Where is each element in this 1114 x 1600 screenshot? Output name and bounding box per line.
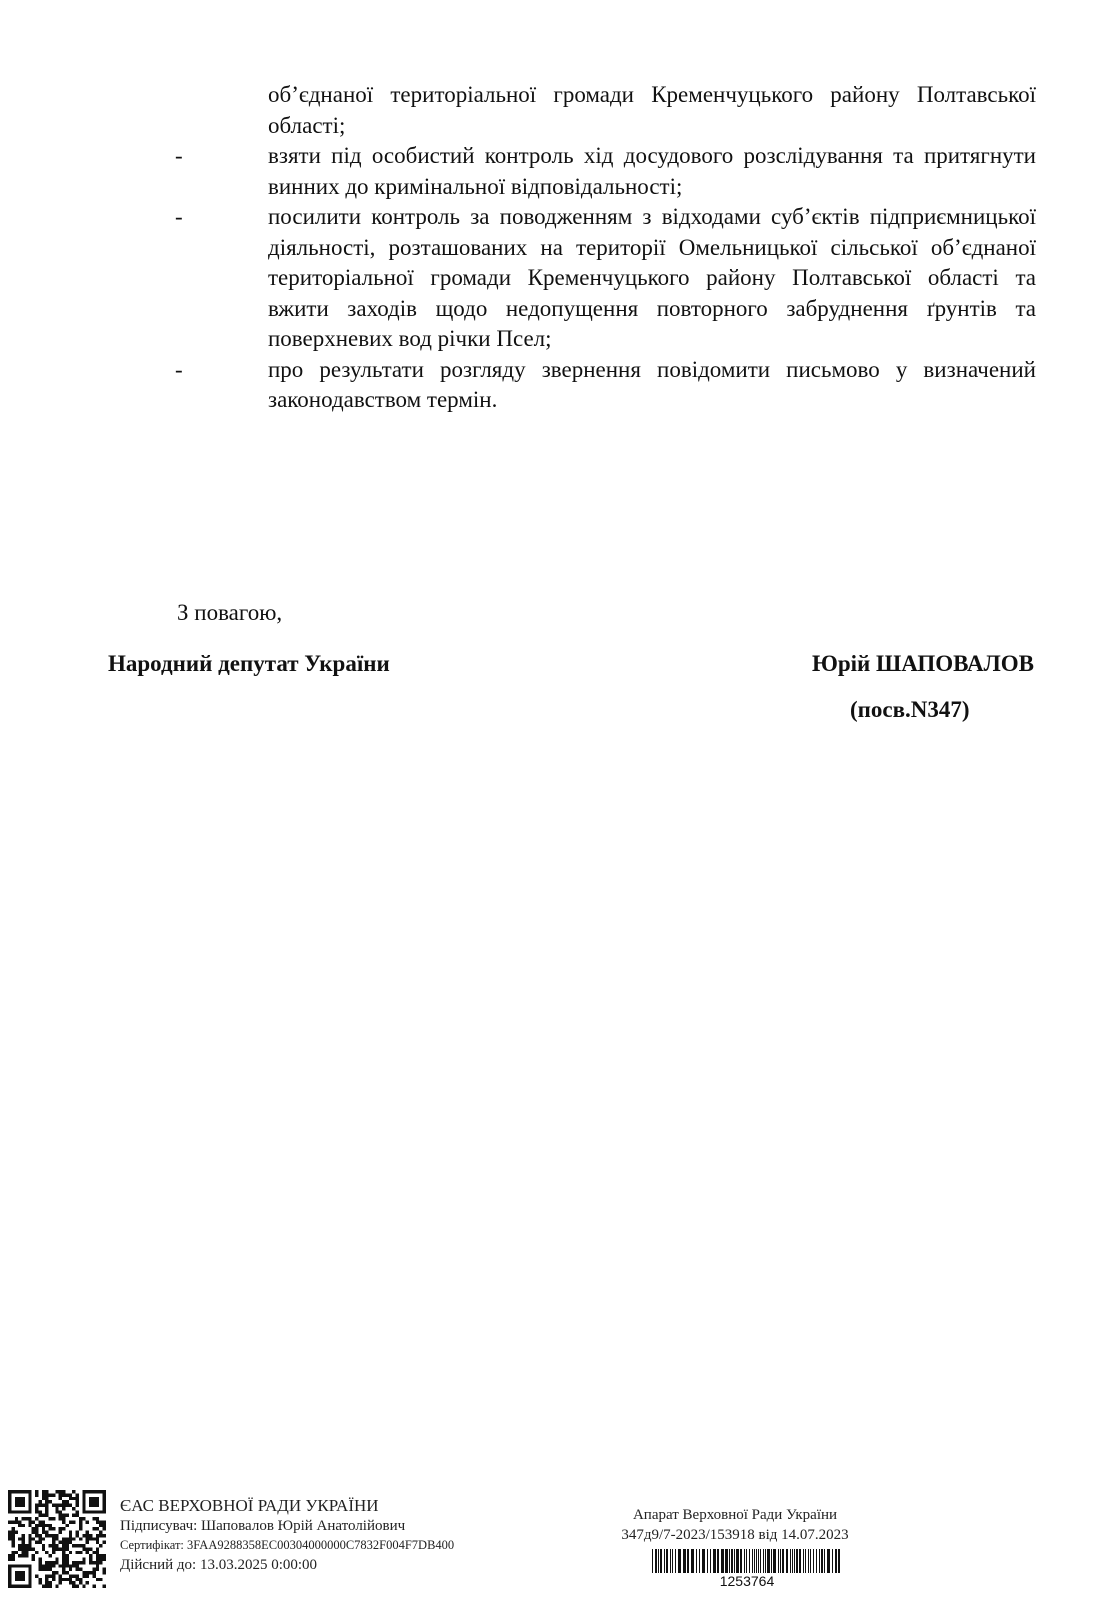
registration-block [600,1505,870,1545]
registration-office: Апарат Верховної Ради України [632,1507,838,1523]
signer-title: Народний депутат України [108,651,390,676]
list-bullet: - [175,356,183,382]
list-item-text: про результати розгляду звернення повідомити письмово у визначений законодавством термін. [268,356,1036,412]
letter-body [0,80,1114,416]
digital-signature-stamp [120,1495,454,1576]
signer-id: (посв.N347) [850,697,970,722]
closing-salutation: З повагою, [177,600,283,625]
stamp-certificate: Сертифікат: 3FAA9288358EC00304000000C7832F004F7DB400 [120,1538,455,1552]
list-bullet: - [175,143,183,168]
list-item [0,355,1036,416]
stamp-valid-until: Дійсний до: 13.03.2025 0:00:00 [120,1557,318,1573]
list-item-text: посилити контроль за поводженням з відходами суб’єктів підприємницької діяльності, розташованих на території Омельницької сільської об’єднаної територіальної громади Кременчуцького району Полтавської області та вжити заходів щодо недопущення повторного забруднення ґрунтів та поверхневих вод річки Псел; [268,204,1036,351]
qr-code-icon [8,1490,106,1588]
list-bullet: - [175,204,183,229]
signer-name: Юрій ШАПОВАЛОВ [811,651,1034,676]
list-item-text: взяти під особистий контроль хід досудового розслідування та притягнути винних до кримінальної відповідальності; [268,143,1036,199]
paragraph-continuation: об’єднаної територіальної громади Кременчуцького району Полтавської області; [268,82,1036,138]
barcode-number: 1253764 [719,1573,775,1589]
stamp-signer: Підписувач: Шаповалов Юрій Анатолійович [120,1518,406,1534]
registration-number: 347д9/7-2023/153918 від 14.07.2023 [621,1527,849,1543]
barcode-icon [652,1549,842,1573]
list-item [0,141,1036,202]
stamp-organization: ЄАС ВЕРХОВНОЇ РАДИ УКРАЇНИ [120,1496,379,1515]
list-item [0,202,1036,355]
